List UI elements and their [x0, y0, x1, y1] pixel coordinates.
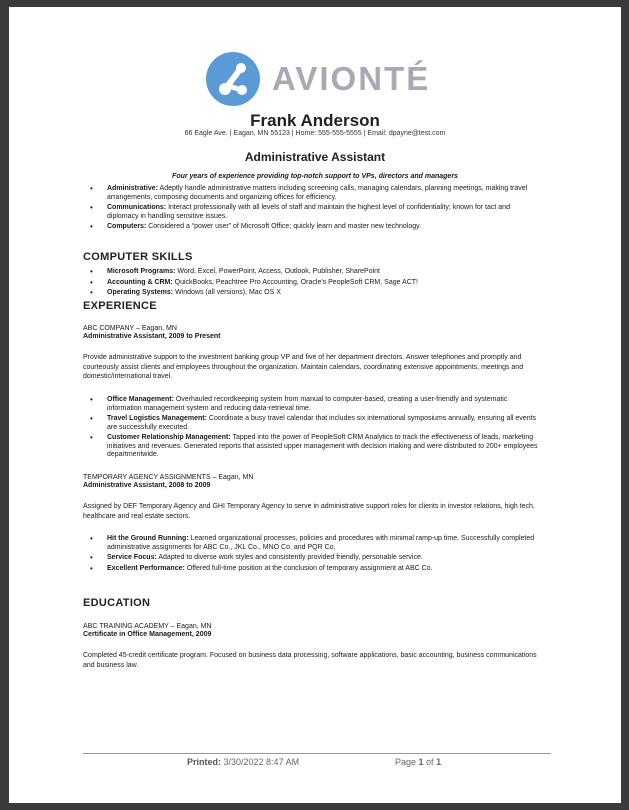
- list-item: • Office Management: Overhauled recordkeeping system from manual to computer-based, creating a user-friendly and systematic information management system and reducing data-retrieval time.: [83, 396, 539, 413]
- company-logo: [206, 51, 430, 107]
- tagline: Four years of experience providing top-notch support to VPs, directors and managers: [172, 173, 458, 180]
- school-name: ABC TRAINING ACADEMY – Eagan, MN: [83, 623, 212, 630]
- document-page: [9, 7, 621, 803]
- footer-divider: [83, 753, 551, 754]
- logo-wordmark: AVIONTÉ: [272, 60, 431, 97]
- list-item: • Customer Relationship Management: Tapped into the power of PeopleSoft CRM Analytics to track the effectiveness of leads, marketing initiatives and revenues. Generated reports that assisted upper management with decision making and were distributed to 200+ employees departmentwide.: [83, 434, 539, 460]
- job-bullets: [83, 396, 539, 462]
- page-number: Page 1 of 1: [395, 757, 442, 767]
- list-item: • Administrative: Adeptly handle administrative matters including screening calls, managing calendars, planning meetings, making travel arrangements, composing documents and organizing offices for efficiency.: [83, 185, 539, 202]
- job-header: [83, 474, 253, 490]
- job-role: Administrative Assistant, 2008 to 2009: [83, 482, 211, 489]
- company-name: TEMPORARY AGENCY ASSIGNMENTS – Eagan, MN: [83, 474, 254, 481]
- job-description: Assigned by DEF Temporary Agency and GHI Temporary Agency to serve in administrative support roles for clients in investor relations, high tech, healthcare and real estate sectors.: [83, 503, 535, 520]
- list-item: • Service Focus: Adapted to diverse work styles and consistently provided friendly, personable service.: [83, 554, 539, 563]
- list-item: • Communications: Interact professionally with all levels of staff and maintain the highest level of confidentiality; known for tact and diplomacy in handling sensitive issues.: [83, 204, 539, 221]
- list-item: • Accounting & CRM: QuickBooks, Peachtree Pro Accounting, Oracle's PeopleSoft CRM, Sage ACT!: [83, 279, 539, 288]
- section-heading-skills: COMPUTER SKILLS: [83, 251, 193, 263]
- summary-list: [83, 185, 539, 234]
- list-item: • Excellent Performance: Offered full-time position at the conclusion of temporary assignment at ABC Co.: [83, 565, 539, 574]
- company-name: ABC COMPANY – Eagan, MN: [83, 325, 177, 332]
- job-header: [83, 325, 220, 341]
- education-description: Completed 45-credit certificate program. Focused on business data processing, software applications, basic accounting, business communications and business law.: [83, 652, 537, 669]
- logo-mark-icon: [206, 52, 260, 106]
- list-item: • Computers: Considered a “power user” of Microsoft Office; quickly learn and master new technology.: [83, 223, 539, 232]
- skills-list: [83, 268, 539, 300]
- section-heading-experience: EXPERIENCE: [83, 300, 157, 312]
- list-item: • Travel Logistics Management: Coordinate a busy travel calendar that includes six international symposiums annually, ensuring all events are successfully executed.: [83, 415, 539, 432]
- list-item: • Hit the Ground Running: Learned organizational processes, policies and procedures with minimal ramp-up time. Successfully completed administrative assignments for ABC Co., JKL Co., MNO Co. and PQR Co.: [83, 535, 539, 552]
- list-item: • Operating Systems: Windows (all versions), Mac OS X: [83, 289, 539, 298]
- job-bullets: [83, 535, 539, 575]
- candidate-name: Frank Anderson: [250, 111, 380, 130]
- job-title: Administrative Assistant: [244, 150, 386, 164]
- section-heading-education: EDUCATION: [83, 597, 151, 609]
- job-description: Provide administrative support to the investment banking group VP and five of her department directors. Answer telephones and promptly and courteously assist clients and employees throughout the organization. Maintain calendars, coordinating extensive appointments, meetings and domestic/international travel.: [83, 354, 524, 380]
- job-role: Administrative Assistant, 2009 to Present: [83, 333, 221, 340]
- list-item: • Microsoft Programs: Word, Excel, PowerPoint, Access, Outlook, Publisher, SharePoint: [83, 268, 539, 277]
- credential: Certificate in Office Management, 2009: [83, 631, 212, 638]
- contact-info: 66 Eagle Ave. | Eagan, MN 55123 | Home: 555-555-5555 | Email: dpayne@test.com: [184, 130, 446, 137]
- printed-timestamp: Printed: 3/30/2022 8:47 AM: [187, 757, 300, 767]
- education-header: [83, 623, 212, 639]
